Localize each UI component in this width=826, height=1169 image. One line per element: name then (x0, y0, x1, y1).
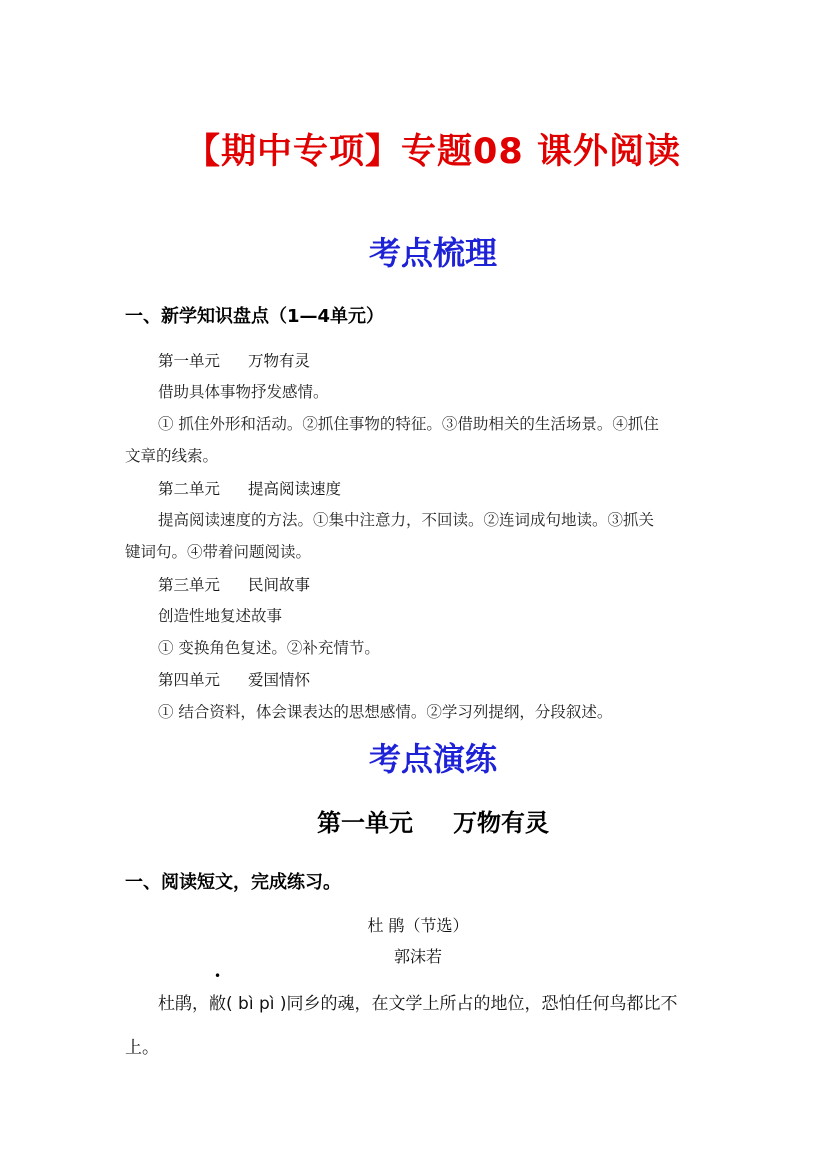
unit-3-heading (158, 573, 310, 595)
unit-3-line: 创造性地复述故事 (158, 607, 283, 625)
unit-name: 万物有灵 (248, 352, 311, 370)
section-heading-review: 考点梳理 (368, 234, 497, 272)
unit-2-heading (158, 477, 341, 499)
document-title: 【期中专项】专题08 课外阅读 (185, 132, 681, 172)
passage-title: 杜 鹃（节选） (367, 916, 469, 935)
unit-4-line: ① 结合资料，体会课表达的思想感情。②学习列提纲，分段叙述。 (158, 703, 613, 721)
passage-paragraph-continued: 上。 (125, 1038, 159, 1058)
unit-name: 提高阅读速度 (248, 480, 342, 498)
section-heading-practice: 考点演练 (368, 740, 497, 778)
pinyin-options: ( bì pì ) (226, 994, 287, 1014)
unit-name: 民间故事 (248, 576, 311, 594)
passage-paragraph (158, 989, 678, 1014)
unit-label: 第一单元 (158, 352, 221, 370)
knowledge-subheading: 一、新学知识盘点（1—4单元） (125, 306, 385, 327)
unit-3-line: ① 变换角色复述。②补充情节。 (158, 639, 380, 657)
unit-label: 第四单元 (158, 671, 221, 689)
unit-1-line: 文章的线索。 (125, 447, 219, 465)
unit-2-line: 键词句。④带着问题阅读。 (125, 543, 312, 561)
unit-4-heading (158, 668, 310, 690)
unit-name: 爱国情怀 (248, 671, 311, 689)
unit-1-heading (158, 349, 310, 371)
unit-2-line: 提高阅读速度的方法。①集中注意力，不回读。②连词成句地读。③抓关 (158, 511, 655, 529)
unit-1-line: 借助具体事物抒发感情。 (158, 383, 329, 401)
practice-unit-title (0, 803, 826, 838)
passage-text: 杜鹃， (158, 994, 209, 1014)
practice-unit-name: 万物有灵 (453, 809, 549, 837)
practice-unit-label: 第一单元 (317, 809, 413, 837)
unit-1-line: ① 抓住外形和活动。②抓住事物的特征。③借助相关的生活场景。④抓住 (158, 415, 659, 433)
unit-label: 第二单元 (158, 480, 221, 498)
passage-author: 郭沫若 (393, 947, 442, 966)
passage-text: 同乡的魂，在文学上所占的地位，恐怕任何鸟都比不 (286, 994, 678, 1014)
emphasized-character: 敝 (209, 994, 226, 1014)
unit-label: 第三单元 (158, 576, 221, 594)
question-instruction: 一、阅读短文，完成练习。 (125, 872, 341, 893)
